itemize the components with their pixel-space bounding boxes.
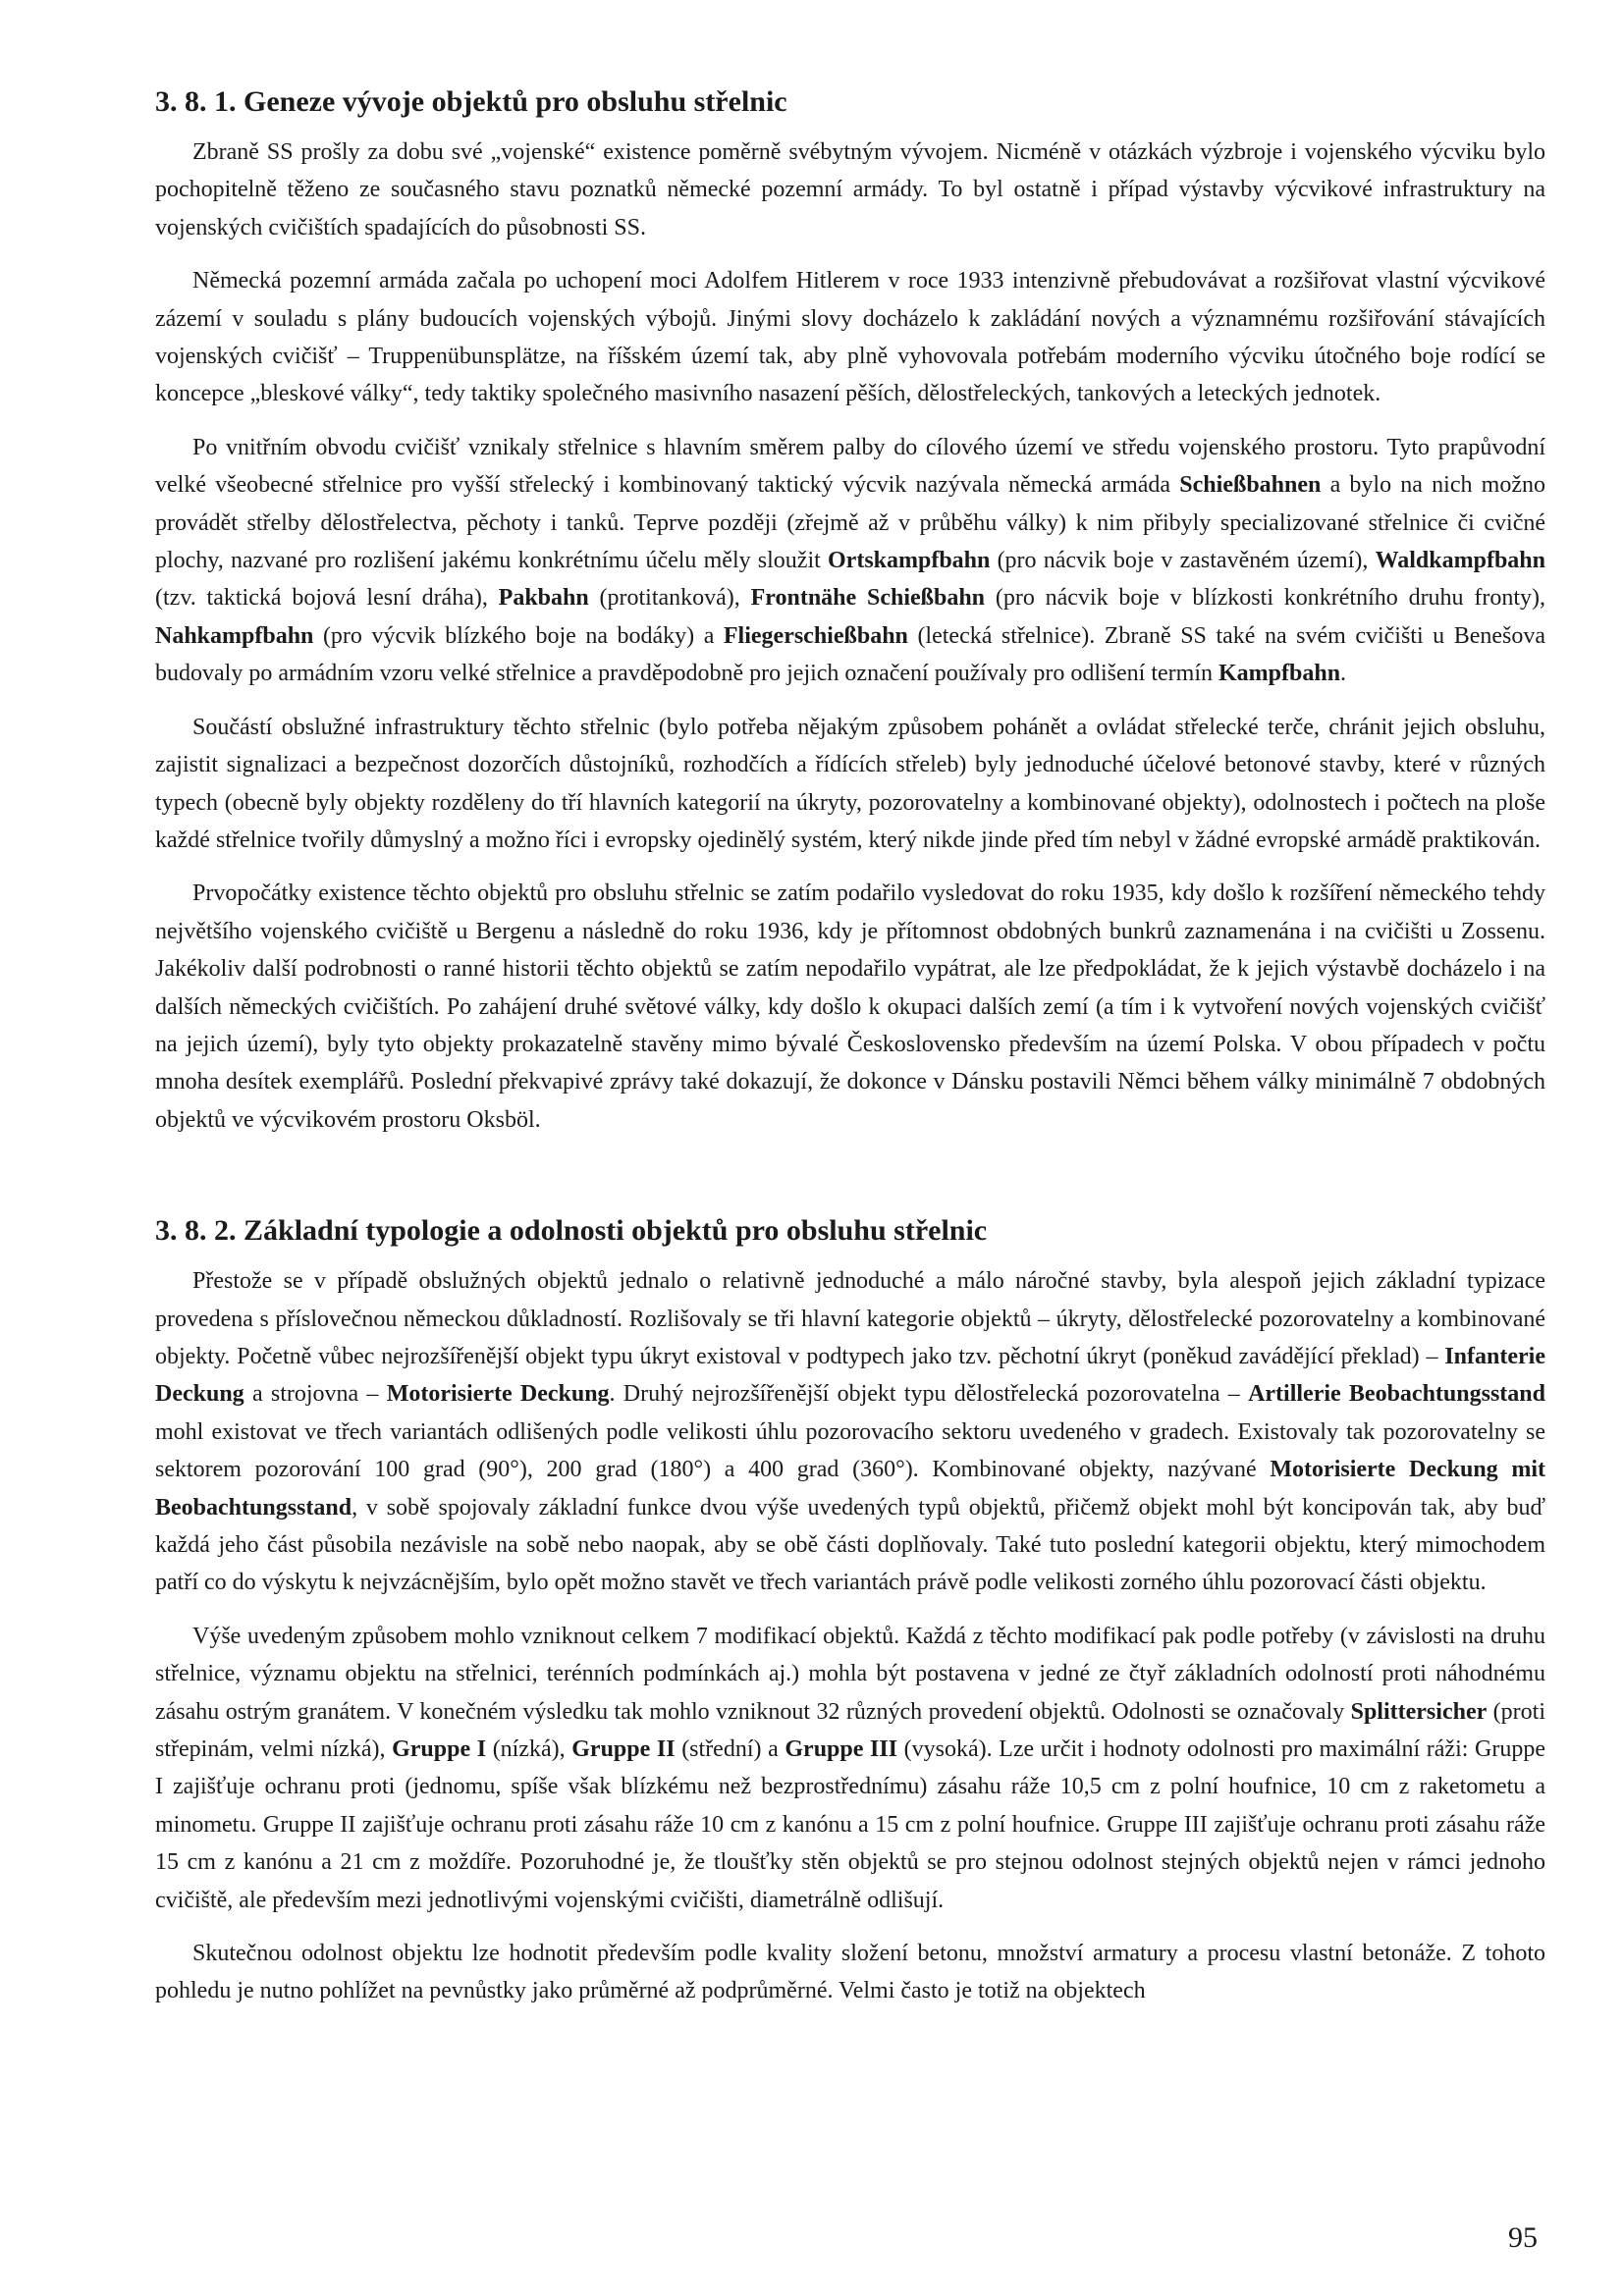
bold-term: Ortskampfbahn [828,548,991,574]
bold-term: Schießbahnen [1179,472,1322,499]
paragraph: Německá pozemní armáda začala po uchopení moci Adolfem Hitlerem v roce 1933 intenzivně přebudovávat a rozšiřovat vlastní výcvikové zázemí v souladu s plány budoucích vojenských výbojů. Jinými slovy docházelo k zakládání nových a významnému rozšiřování stávajících vojenských cvičišť – Truppenübunsplätze, na říšském území tak, aby plně vyhovovala potřebám moderního výcviku útočného boje rodící se koncepce „bleskové války“, tedy taktiky společného masivního nasazení pěších, dělostřeleckých, tankových a leteckých jednotek. [155,268,1545,407]
bold-term: Gruppe I [392,1736,487,1763]
bold-term: Gruppe II [571,1736,676,1763]
bold-term: Kampfbahn [1218,661,1341,687]
document-page [155,82,1545,2026]
section-heading-3-8-1: 3. 8. 1. Geneze vývoje objektů pro obsluhu střelnic [155,85,787,118]
bold-term: Motorisierte Deckung [386,1381,610,1408]
bold-term: Nahkampfbahn [155,622,314,649]
bold-term: Pakbahn [498,585,589,612]
paragraph: Výše uvedeným způsobem mohlo vzniknout celkem 7 modifikací objektů. Každá z těchto modifikací pak podle potřeby (v závislosti na druhu střelnice, významu objektu na střelnici, terénních podmínkách aj.) mohla být postavena v jedné ze čtyř základních odolností proti náhodnému zásahu ostrým granátem. V konečném výsledku tak mohlo vzniknout 32 různých provedení objektů. Odolnosti se označovaly Splittersicher (proti střepinám, velmi nízká), Gruppe I (nízká), Gruppe II (střední) a Gruppe III (vysoká). Lze určit i hodnoty odolnosti pro maximální ráži: Gruppe I zajišťuje ochranu proti (jednomu, spíše však blízkému než bezprostřednímu) zásahu ráže 10,5 cm z polní houfnice, 10 cm z raketometu a minometu. Gruppe II zajišťuje ochranu proti zásahu ráže 10 cm z kanónu a 15 cm z polní houfnice. Gruppe III zajišťuje ochranu proti zásahu ráže 15 cm z kanónu a 21 cm z moždíře. Pozoruhodné je, že tloušťky stěn objektů se pro stejnou odolnost stejných objektů nejen v rámci jednoho cvičiště, ale především mezi jednotlivými vojenskými cvičišti, diametrálně odlišují. [155,1623,1545,1913]
bold-term: Gruppe III [785,1736,898,1763]
paragraph: Zbraně SS prošly za dobu své „vojenské“ existence poměrně svébytným vývojem. Nicméně v otázkách výzbroje i vojenského výcviku bylo pochopitelně těženo ze současného stavu poznatků německé pozemní armády. To byl ostatně i případ výstavby výcvikové infrastruktury na vojenských cvičištích spadajících do působnosti SS. [155,139,1545,240]
bold-term: Fliegerschießbahn [723,622,908,649]
paragraph: Po vnitřním obvodu cvičišť vznikaly střelnice s hlavním směrem palby do cílového území ve středu vojenského prostoru. Tyto prapůvodní velké všeobecné střelnice pro vyšší střelecký i kombinovaný taktický výcvik nazývala německá armáda Schießbahnen a bylo na nich možno provádět střelby dělostřelectva, pěchoty i tanků. Teprve později (zřejmě až v průběhu války) k nim přibyly specializované střelnice či cvičné plochy, nazvané pro rozlišení jakému konkrétnímu účelu měly sloužit Ortskampfbahn (pro nácvik boje v zastavěném území), Waldkampfbahn (tzv. taktická bojová lesní dráha), Pakbahn (protitanková), Frontnähe Schießbahn (pro nácvik boje v blízkosti konkrétního druhu fronty), Nahkampfbahn (pro výcvik blízkého boje na bodáky) a Fliegerschießbahn (letecká střelnice). Zbraně SS také na svém cvičišti u Benešova budovaly po armádním vzoru velké střelnice a pravděpodobně pro jejich označení používaly pro odlišení termín Kampfbahn. [155,434,1546,687]
paragraph: Přestože se v případě obslužných objektů jednalo o relativně jednoduché a málo náročné stavby, byla alespoň jejich základní typizace provedena s příslovečnou německou důkladností. Rozlišovaly se tři hlavní kategorie objektů – úkryty, dělostřelecké pozorovatelny a kombinované objekty. Početně vůbec nejrozšířenější objekt typu úkryt existoval v podtypech jako tzv. pěchotní úkryt (poněkud zavádějící překlad) – Infanterie Deckung a strojovna – Motorisierte Deckung. Druhý nejrozšířenější objekt typu dělostřelecká pozorovatelna – Artillerie Beobachtungsstand mohl existovat ve třech variantách odlišených podle velikosti úhlu pozorovacího sektoru uvedeného v gradech. Existovaly tak pozorovatelny se sektorem pozorování 100 grad (90°), 200 grad (180°) a 400 grad (360°). Kombinované objekty, nazývané Motorisierte Deckung mit Beobachtungsstand, v sobě spojovaly základní funkce dvou výše uvedených typů objektů, přičemž objekt mohl být koncipován tak, aby buď každá jeho část působila nezávisle na sobě nebo naopak, aby se obě části doplňovaly. Také tuto poslední kategorii objektu, který mimochodem patří co do výskytu k nejvzácnějším, bylo opět možno stavět ve třech variantách právě podle velikosti zorného úhlu pozorovací části objektu. [155,1268,1545,1596]
bold-term: Artillerie Beobachtungsstand [1248,1381,1545,1408]
paragraph: Prvopočátky existence těchto objektů pro obsluhu střelnic se zatím podařilo vysledovat do roku 1935, kdy došlo k rozšíření německého tehdy největšího vojenského cvičiště u Bergenu a následně do roku 1936, kdy je přítomnost obdobných bunkrů zaznamenána i na cvičišti u Zossenu. Jakékoliv další podrobnosti o ranné historii těchto objektů se zatím nepodařilo vypátrat, ale lze předpokládat, že k jejich výstavbě docházelo i na dalších německých cvičištích. Po zahájení druhé světové války, kdy došlo k okupaci dalších zemí (a tím i k vytvoření nových vojenských cvičišť na jejich území), byly tyto objekty prokazatelně stavěny mimo bývalé Československo především na území Polska. V obou případech v počtu mnoha desítek exemplářů. Poslední překvapivé zprávy také dokazují, že dokonce v Dánsku postavili Němci během války minimálně 7 obdobných objektů ve výcvikovém prostoru Oksböl. [155,881,1545,1133]
bold-term: Infanterie Deckung [155,1343,1545,1408]
bold-term: Frontnähe Schießbahn [750,585,986,612]
paragraph: Součástí obslužné infrastruktury těchto střelnic (bylo potřeba nějakým způsobem pohánět a ovládat střelecké terče, chránit jejich obsluhu, zajistit signalizaci a bezpečnost dozorčích důstojníků, rozhodčích a řídících střeleb) byly jednoduché účelové betonové stavby, které v různých typech (obecně byly objekty rozděleny do tří hlavních kategorií na úkryty, pozorovatelny a kombinované objekty), odolnostech i počtech na ploše každé střelnice tvořily důmyslný a možno říci i evropsky ojedinělý systém, který nikde jinde před tím nebyl v žádné evropské armádě praktikován. [155,714,1545,853]
bold-term: Waldkampfbahn [1375,548,1545,574]
bold-term: Splittersicher [1350,1698,1488,1725]
bold-term: Motorisierte Deckung mit Beobachtungsstand [155,1457,1545,1521]
section-heading-3-8-2: 3. 8. 2. Základní typologie a odolnosti objektů pro obsluhu střelnic [155,1214,988,1248]
paragraph: Skutečnou odolnost objektu lze hodnotit především podle kvality složení betonu, množství armatury a procesu vlastní betonáže. Z tohoto pohledu je nutno pohlížet na pevnůstky jako průměrné až podprůměrné. Velmi často je totiž na objektech [155,1941,1545,2004]
page-number: 95 [1508,2221,1538,2254]
